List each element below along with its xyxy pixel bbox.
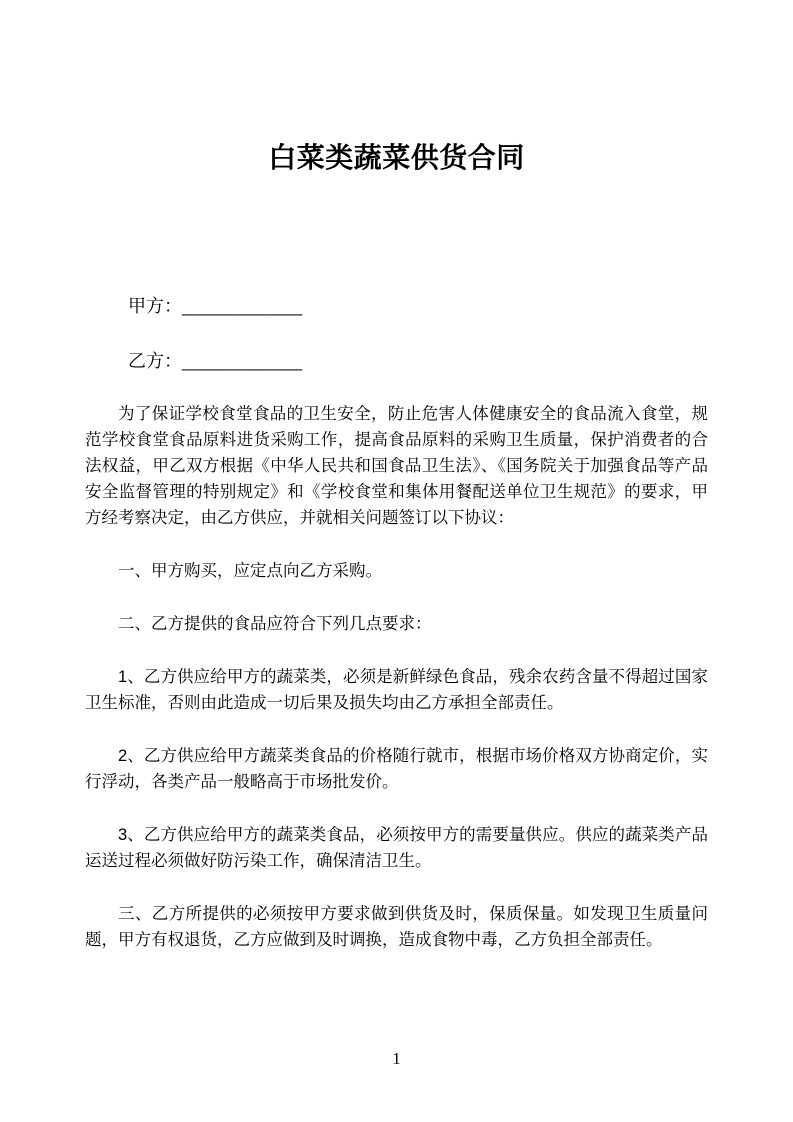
party-a-line bbox=[85, 293, 708, 319]
preamble-paragraph: 为了保证学校食堂食品的卫生安全，防止危害人体健康安全的食品流入食堂，规范学校食堂食品原料进货采购工作，提高食品原料的采购卫生质量，保护消费者的合法权益，甲乙双方根据《中华人民共和国食品卫生法》、《国务院关于加强食品等产品安全监督管理的特别规定》和《学校食堂和集体用餐配送单位卫生规范》的要求，甲方经考察决定，由乙方供应，并就相关问题签订以下协议： bbox=[85, 405, 708, 527]
clause-2-item-3: 3、乙方供应给甲方的蔬菜类食品，必须按甲方的需要量供应。供应的蔬菜类产品运送过程必须做好防污染工作，确保清洁卫生。 bbox=[85, 826, 708, 870]
party-a-blank: ____________ bbox=[182, 296, 303, 316]
party-a-label: 甲方： bbox=[128, 296, 182, 316]
page-number: 1 bbox=[392, 1049, 401, 1068]
clause-2: 二、乙方提供的食品应符合下列几点要求： bbox=[118, 615, 432, 633]
party-b-label: 乙方： bbox=[128, 351, 182, 371]
party-b-line bbox=[85, 348, 708, 374]
clause-2-item-2: 2、乙方供应给甲方蔬菜类食品的价格随行就市，根据市场价格双方协商定价，实行浮动，各类产品一般略高于市场批发价。 bbox=[85, 747, 708, 791]
party-b-blank: ____________ bbox=[182, 351, 303, 371]
document-title: 白菜类蔬菜供货合同 bbox=[268, 142, 525, 173]
clause-3: 三、乙方所提供的必须按甲方要求做到供货及时，保质保量。如发现卫生质量问题，甲方有权退货，乙方应做到及时调换，造成食物中毒，乙方负担全部责任。 bbox=[85, 905, 708, 949]
clause-2-item-1: 1、乙方供应给甲方的蔬菜类，必须是新鲜绿色食品，残余农药含量不得超过国家卫生标准，否则由此造成一切后果及损失均由乙方承担全部责任。 bbox=[85, 668, 708, 712]
clause-1: 一、甲方购买，应定点向乙方采购。 bbox=[118, 562, 382, 580]
